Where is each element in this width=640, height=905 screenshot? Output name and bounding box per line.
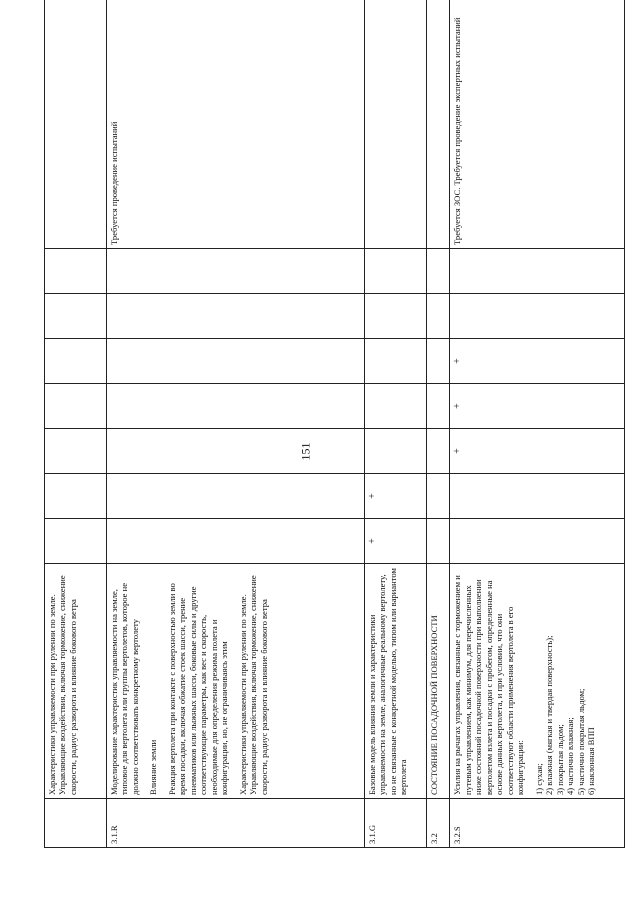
row-description bbox=[365, 564, 427, 799]
level-mark-cell bbox=[107, 294, 365, 339]
configuration-item: 5) частично покрытая льдом; bbox=[575, 688, 586, 795]
level-mark-cell bbox=[427, 339, 450, 384]
requirements-table-sheet bbox=[44, 17, 604, 848]
level-mark-cell bbox=[107, 429, 365, 474]
level-mark-cell bbox=[45, 429, 107, 474]
level-mark-cell: + bbox=[365, 519, 427, 564]
row-code: 3.2.S bbox=[450, 799, 625, 848]
configuration-item: 1) сухая; bbox=[533, 763, 544, 795]
level-mark-cell bbox=[427, 429, 450, 474]
description-paragraph: Базовые модель влияния земли и характеристики управляемости на земле, аналогичные реальному вертолету, но не связанные с конкретной моделью, типом или вариантом вертолета bbox=[367, 568, 409, 795]
row-note bbox=[427, 0, 450, 249]
level-mark-cell bbox=[427, 294, 450, 339]
level-mark-cell bbox=[107, 519, 365, 564]
level-mark-cell: + bbox=[450, 339, 625, 384]
level-mark-cell bbox=[450, 474, 625, 519]
level-mark-cell bbox=[45, 294, 107, 339]
table-row bbox=[107, 0, 365, 848]
level-mark-cell bbox=[365, 384, 427, 429]
level-mark-cell bbox=[427, 384, 450, 429]
level-mark-cell: + bbox=[450, 429, 625, 474]
description-paragraph: Моделирование характеристик управляемости на земле, типовое для вертолета или группы вертолетов, которое не должно соответствовать конкретному вертолету bbox=[109, 582, 140, 795]
description-paragraph: Реакция вертолета при контакте с поверхностью земли во время посадки, включая обжатие стоек шасси, трение пневматиков или лыжных шасси, боковые силы и другие соответствующие параметры, как вес и скорость, необходимые для определения режима полета и конфигурации, но, не ограничиваясь этим bbox=[166, 583, 230, 795]
row-code: 3.1.G bbox=[365, 799, 427, 848]
level-mark-cell bbox=[450, 519, 625, 564]
description-paragraph: Характеристики управляемости при рулении по земле. Управляющие воздействия, включая торможение, снижение скорости, радиус разворота и влияние бокового ветра bbox=[237, 575, 269, 795]
level-mark-cell bbox=[45, 474, 107, 519]
page-number: 151 bbox=[298, 442, 313, 461]
configuration-item: 4) частично влажная; bbox=[565, 717, 576, 795]
configuration-list bbox=[534, 567, 597, 795]
table-row bbox=[427, 0, 450, 848]
level-mark-cell bbox=[107, 474, 365, 519]
row-description bbox=[450, 564, 625, 799]
level-mark-cell bbox=[450, 249, 625, 294]
level-mark-cell bbox=[45, 519, 107, 564]
row-description bbox=[45, 564, 107, 799]
level-mark-cell bbox=[107, 384, 365, 429]
level-mark-cell bbox=[365, 429, 427, 474]
description-paragraph: Характеристики управляемости при рулении по земле. Управляющие воздействия, включая торможение, снижение скорости, радиус разворота и влияние бокового ветра bbox=[47, 575, 78, 795]
configuration-item: 2) влажная (мягкая и твердая поверхность); bbox=[544, 635, 555, 795]
level-mark-cell bbox=[45, 249, 107, 294]
level-mark-cell bbox=[365, 294, 427, 339]
row-note: Требуется проведение испытаний bbox=[107, 0, 365, 249]
table-row bbox=[45, 0, 107, 848]
configuration-item: 6) наклонная ВПП bbox=[586, 727, 597, 795]
level-mark-cell: + bbox=[450, 384, 625, 429]
level-mark-cell bbox=[427, 474, 450, 519]
description-paragraph: Влияние земли bbox=[148, 739, 159, 795]
requirements-table bbox=[44, 0, 625, 848]
description-paragraph: СОСТОЯНИЕ ПОСАДОЧНОЙ ПОВЕРХНОСТИ bbox=[429, 615, 439, 795]
table-row bbox=[365, 0, 427, 848]
level-mark-cell bbox=[450, 294, 625, 339]
row-code bbox=[45, 799, 107, 848]
configuration-item: 3) покрытая льдом; bbox=[554, 724, 565, 795]
level-mark-cell bbox=[427, 519, 450, 564]
level-mark-cell: + bbox=[365, 474, 427, 519]
row-description bbox=[427, 564, 450, 799]
level-mark-cell bbox=[45, 339, 107, 384]
row-note: Требуется ЗОС. Требуется проведение экспертных испытаний bbox=[450, 0, 625, 249]
level-mark-cell bbox=[427, 249, 450, 294]
level-mark-cell bbox=[365, 339, 427, 384]
row-note bbox=[45, 0, 107, 249]
table-row bbox=[450, 0, 625, 848]
row-code: 3.1.R bbox=[107, 799, 365, 848]
level-mark-cell bbox=[45, 384, 107, 429]
row-code: 3.2 bbox=[427, 799, 450, 848]
level-mark-cell bbox=[107, 339, 365, 384]
description-paragraph: Усилия на рычагах управления, связанные с торможением и путевым управлением, как минимум, для перечисленных ниже состояний посадочной поверхности при выполнении вертолетом взлета и посадки с пробегом, определенные на основе данных вертолета, и при условии, что они соответствуют области применения вертолета в его конфигурации: bbox=[452, 575, 526, 795]
row-description bbox=[107, 564, 365, 799]
level-mark-cell bbox=[107, 249, 365, 294]
level-mark-cell bbox=[365, 249, 427, 294]
row-note bbox=[365, 0, 427, 249]
